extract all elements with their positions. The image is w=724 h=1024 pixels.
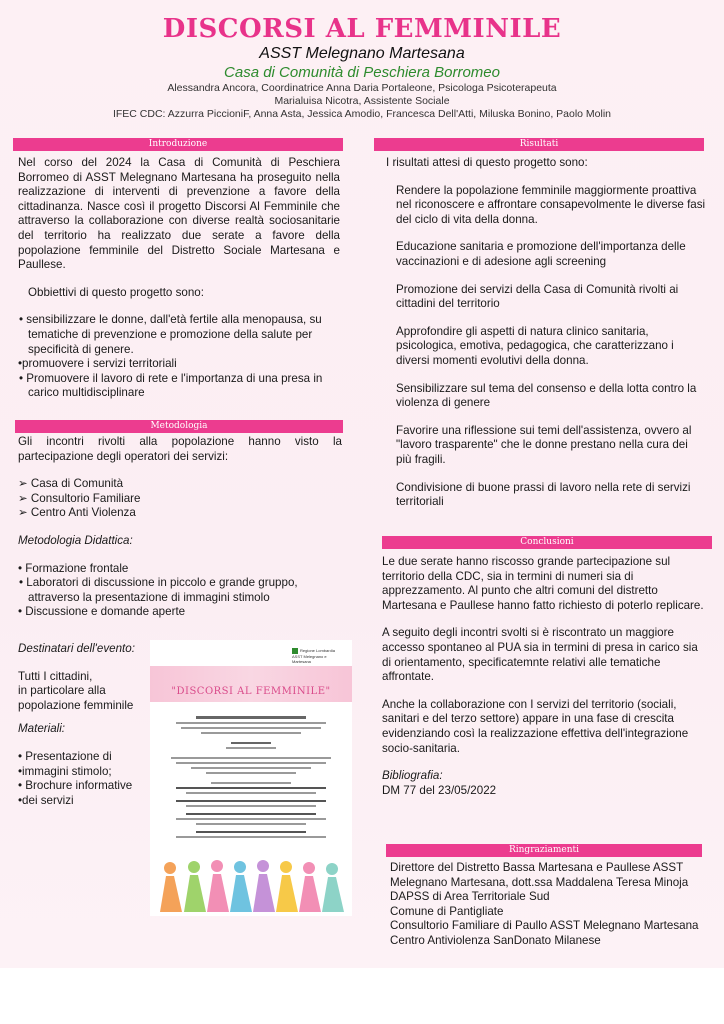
service-item: ➢ Consultorio Familiare (18, 491, 141, 505)
destinatari-line: Tutti I cittadini, (18, 669, 93, 683)
materiali-line: •dei servizi (18, 793, 74, 807)
regione-logo-text: Regione Lombardia ASST Melegnano e Martesana (292, 648, 335, 664)
conclusioni-paragraph: A seguito degli incontri svolti si è riscontrato un maggiore accesso spontaneo al PUA sia in termini di presa in carico sia di orientamento, specificatemnte relativi alle tematiche affrontate. (382, 626, 698, 684)
objectives-title: Obbiettivi di questo progetto sono: (28, 285, 204, 299)
conclusioni-paragraph: Le due serate hanno riscosso grande partecipazione sul territorio della CDC, sia in termini di numeri sia di apprezzamento. Al punto che altri comuni del distretto Martesana e Paullese hanno fatto richiesto di poterlo replicare. (382, 555, 704, 612)
silhouette-group (160, 860, 344, 912)
risultato-item: Sensibilizzare sul tema del consenso e della lotta contro la violenza di genere (396, 381, 697, 410)
ringraziamenti-line: Consultorio Familiare di Paullo ASST Melegnano Martesana (390, 919, 699, 933)
materiali-title: Materiali: (18, 722, 66, 736)
ringraziamenti-line: DAPSS di Area Territoriale Sud (390, 890, 550, 904)
bibliografia-title: Bibliografia: (382, 769, 443, 783)
conclusioni-paragraph: Anche la collaborazione con I servizi del territorio (sociali, sanitari e del terzo settore) appare in una fase di crescita evidenziando così la realizzazione effettiva dell'integrazione socio-sanitaria. (382, 697, 689, 755)
service-item: ➢ Casa di Comunità (18, 477, 124, 491)
service-item: ➢ Centro Anti Violenza (18, 506, 136, 520)
objective-item: • sensibilizzare le donne, dall'età fertile alla menopausa, su tematiche di prevenzione e promozione della salute per specificità di genere. (19, 313, 322, 356)
authors-line-2: Marialuisa Nicotra, Assistente Sociale (274, 95, 450, 107)
ringraziamenti-line: Centro Antiviolenza SanDonato Milanese (390, 933, 601, 947)
event-flyer-image (150, 640, 352, 916)
flyer-text-lines (168, 716, 334, 841)
risultato-item: Promozione dei servizi della Casa di Comunità rivolti ai cittadini del territorio (396, 282, 679, 311)
risultati-intro: I risultati attesi di questo progetto sono: (386, 156, 588, 169)
introduzione-body (18, 156, 340, 401)
risultato-item: Rendere la popolazione femminile maggiormente proattiva nel riconoscere e affrontare consapevolmente le diverse fasi del ciclo di vita della donna. (396, 183, 706, 226)
ringraziamenti-line: Melegnano Martesana, dott.ssa Maddalena Teresa Minoja (390, 875, 689, 889)
destinatari-title: Destinatari dell'evento: (18, 642, 135, 655)
section-heading-metodologia: Metodologia (15, 420, 343, 433)
didattica-item: • Discussione e domande aperte (18, 605, 186, 619)
materiali-line: • Presentazione di (18, 749, 112, 763)
destinatari-line: in particolare alla (18, 684, 106, 698)
materiali-line: • Brochure informative (18, 779, 133, 793)
risultati-body (386, 156, 706, 510)
risultato-item: Condivisione di buone prassi di lavoro nella rete di servizi territoriali (396, 480, 691, 509)
didattica-item: • Formazione frontale (18, 561, 129, 575)
section-heading-risultati: Risultati (374, 138, 704, 151)
bibliografia-entry: DM 77 del 23/05/2022 (382, 783, 497, 797)
risultato-item: Favorire una riflessione sui temi dell'assistenza, ovvero al "lavoro trasparente" che le donne prestano nella cura dei più fragili. (396, 423, 692, 466)
risultato-item: Educazione sanitaria e promozione dell'importanza delle vaccinazioni e di adesione agli screening (396, 240, 686, 268)
ringraziamenti-line: Comune di Pantigliate (390, 904, 504, 918)
facility-name: Casa di Comunità di Peschiera Borromeo (224, 64, 500, 81)
authors-line-3: IFEC CDC: Azzurra PiccioniF, Anna Asta, Jessica Amodio, Francesca Dell'Atti, Miluska Bonino, Paolo Molin (112, 108, 612, 120)
ringraziamenti-body (390, 861, 716, 949)
metodologia-body (18, 435, 342, 620)
introduzione-paragraph: Nel corso del 2024 la Casa di Comunità di Peschiera Borromeo di ASST Melegnano Martesana ha proseguito nella realizzazione di interventi di prevenzione a favore della cittadinanza. Nasce così il progetto Discorsi Al Femminile che attraverso la collaborazione con diverse realtà sociosanitarie del territorio ha realizzato due serate a favore della popolazione femminile del Distretto Sociale Martesana e Paullese. (18, 156, 340, 272)
poster-title: DISCORSI AL FEMMINILE (162, 14, 562, 44)
destinatari-line: popolazione femminile (18, 698, 134, 712)
poster-header (0, 14, 724, 121)
section-heading-introduzione: Introduzione (13, 138, 343, 151)
authors-line-1: Alessandra Ancora, Coordinatrice Anna Daria Portaleone, Psicologa Psicoterapeuta (167, 82, 557, 94)
section-heading-conclusioni: Conclusioni (382, 536, 712, 549)
didattica-title: Metodologia Didattica: (18, 533, 133, 547)
objective-item: •promuovere i servizi territoriali (18, 357, 177, 371)
conclusioni-body (382, 555, 708, 798)
materiali-line: •immagini stimolo; (18, 764, 112, 778)
destinatari-block (18, 642, 150, 808)
didattica-item: • Laboratori di discussione in piccolo e grande gruppo, attraverso la presentazione di immagini stimolo (19, 576, 298, 604)
section-heading-ringraziamenti: Ringraziamenti (386, 844, 702, 857)
ringraziamenti-line: Direttore del Distretto Bassa Martesana e Paullese ASST (390, 861, 684, 874)
flyer-title: "DISCORSI AL FEMMINILE" (171, 686, 331, 697)
objective-item: • Promuovere il lavoro di rete e l'importanza di una presa in carico multidisciplinare (19, 371, 323, 400)
women-silhouettes-illustration (154, 858, 348, 912)
metodologia-intro: Gli incontri rivolti alla popolazione hanno visto la partecipazione degli operatori dei servizi: (18, 435, 342, 463)
regione-logo (292, 648, 346, 664)
risultato-item: Approfondire gli aspetti di natura clinico sanitaria, psicologica, emotiva, pedagogica, che caratterizzano i diversi momenti evolutivi della donna. (396, 324, 674, 367)
organization-name: ASST Melegnano Martesana (259, 45, 465, 62)
